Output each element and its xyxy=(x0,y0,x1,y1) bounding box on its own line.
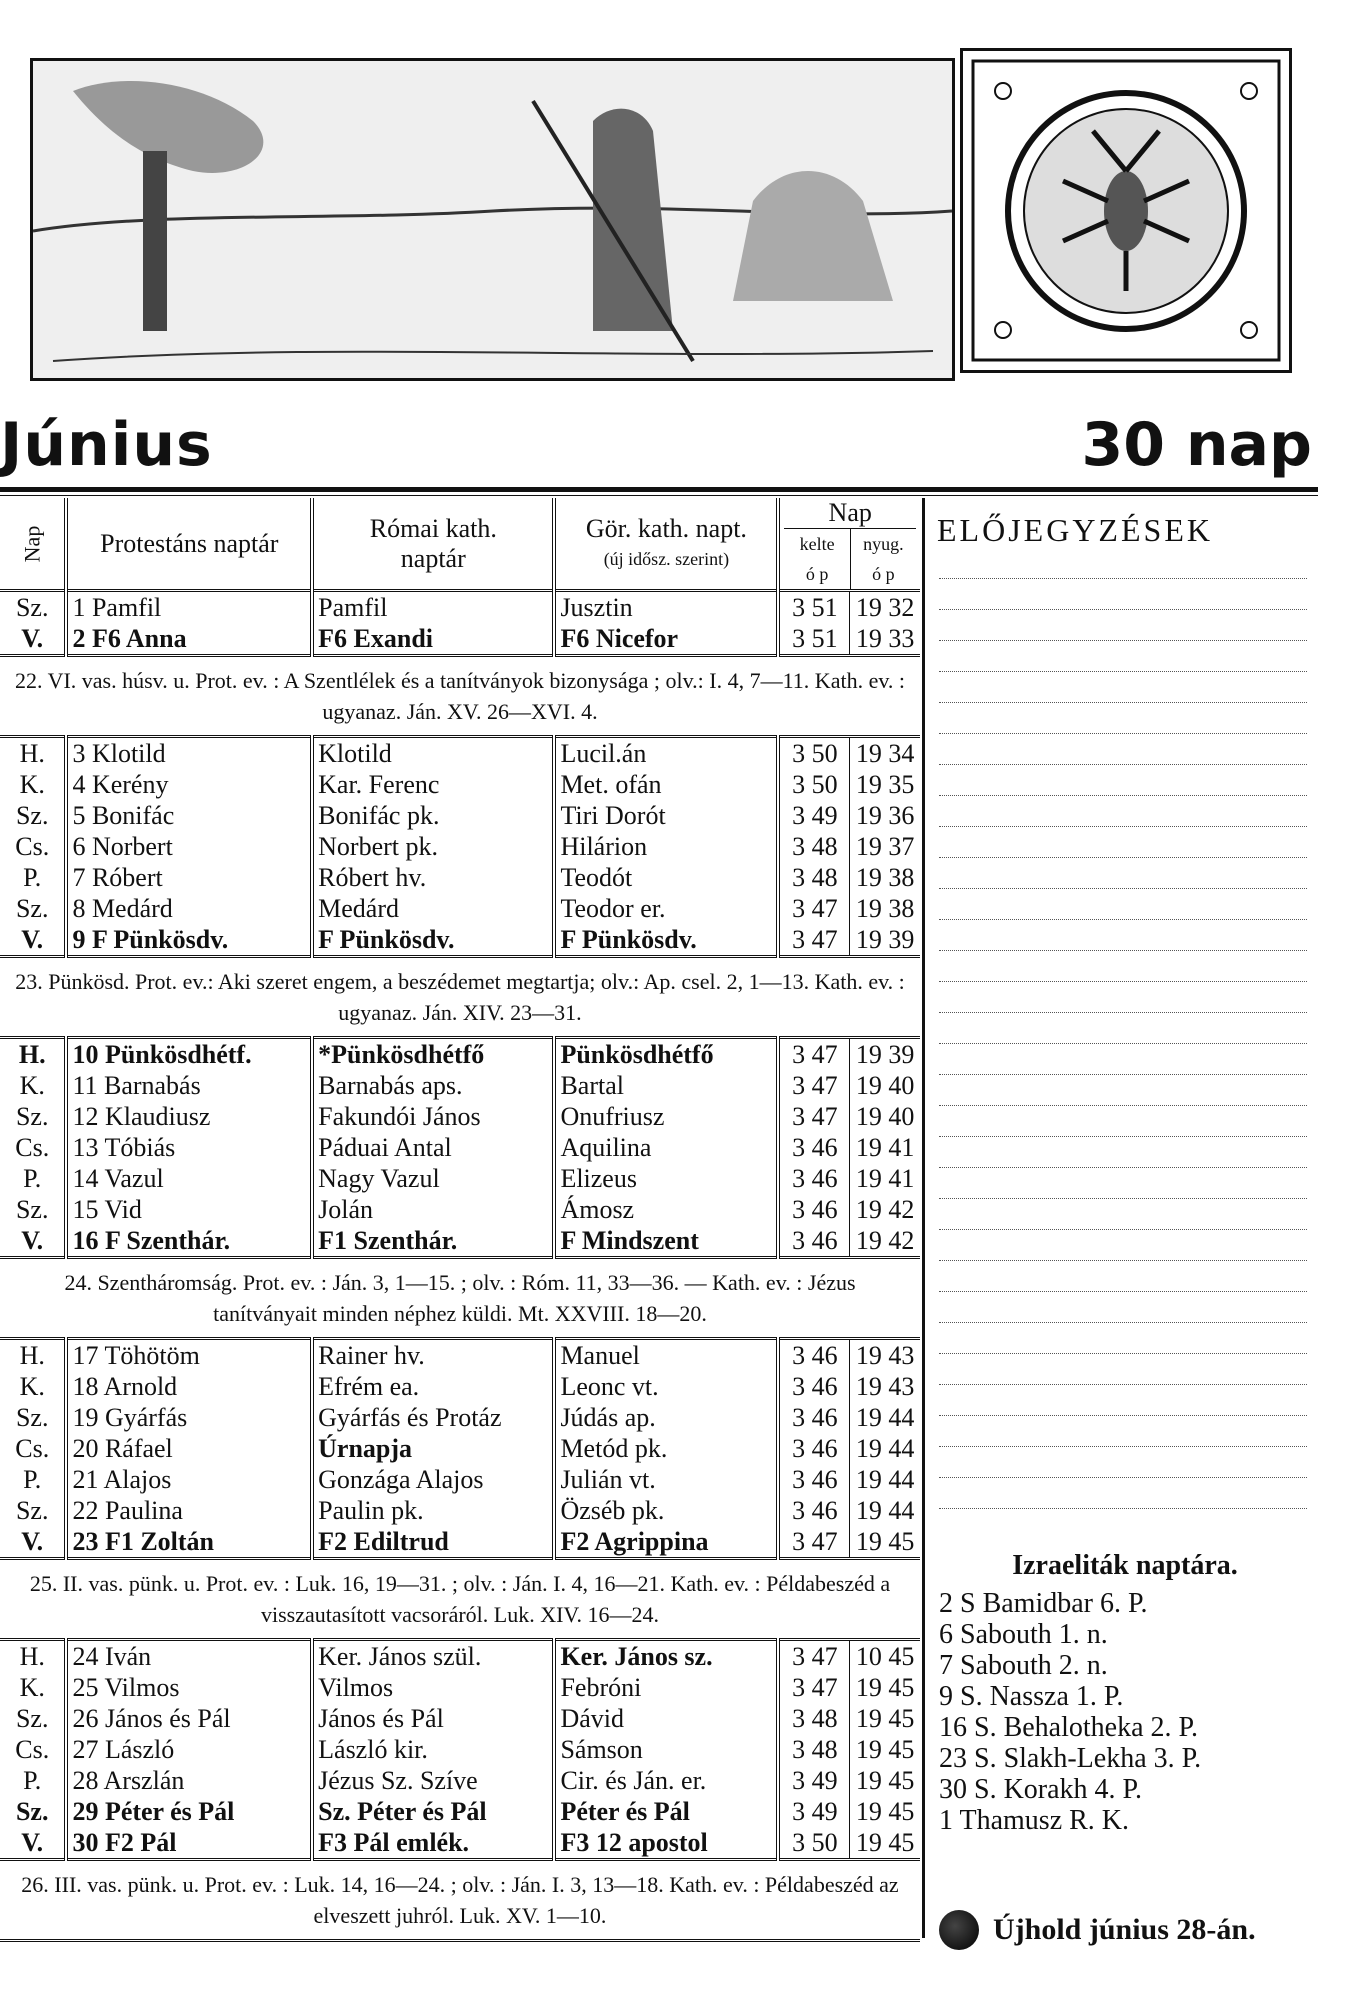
cell-protestant: 9 F Pünkösdv. xyxy=(66,924,312,957)
note-line xyxy=(939,826,1307,827)
cell-day: Sz. xyxy=(15,1704,49,1733)
cell-greek: Dávid xyxy=(554,1703,778,1734)
cell-sunset: 19 33 xyxy=(850,623,920,656)
cell-sunrise: 3 46 xyxy=(778,1402,849,1433)
note-line xyxy=(939,1415,1307,1416)
cell-day: K. xyxy=(19,770,45,799)
cell-roman: Norbert pk. xyxy=(312,831,554,862)
cell-greek: Teodót xyxy=(554,862,778,893)
note-line xyxy=(939,981,1307,982)
cell-sunset: 19 43 xyxy=(850,1339,920,1372)
cell-sunrise: 3 47 xyxy=(778,924,849,957)
table-row xyxy=(0,1194,920,1225)
israeli-item: 9 S. Nassza 1. P. xyxy=(939,1681,1124,1712)
cell-protestant: 10 Pünkösdhétf. xyxy=(66,1038,312,1071)
cell-sunset: 19 40 xyxy=(850,1070,920,1101)
table-row xyxy=(0,800,920,831)
cell-greek: Metód pk. xyxy=(554,1433,778,1464)
cell-sunset: 19 37 xyxy=(850,831,920,862)
cell-roman: Jolán xyxy=(312,1194,554,1225)
cell-day: K. xyxy=(19,1673,45,1702)
cell-day: H. xyxy=(19,739,45,768)
cell-sunrise: 3 49 xyxy=(778,800,849,831)
cell-sunrise: 3 48 xyxy=(778,1703,849,1734)
cell-sunrise: 3 50 xyxy=(778,1827,849,1860)
cell-protestant: 4 Kerény xyxy=(66,769,312,800)
note-line xyxy=(939,1012,1307,1013)
cell-roman: F3 Pál emlék. xyxy=(312,1827,554,1860)
cell-greek: Júdás ap. xyxy=(554,1402,778,1433)
cell-sunrise: 3 46 xyxy=(778,1194,849,1225)
cell-sunrise: 3 46 xyxy=(778,1225,849,1258)
cell-greek: Sámson xyxy=(554,1734,778,1765)
cell-roman: Paulin pk. xyxy=(312,1495,554,1526)
note-line xyxy=(939,609,1307,610)
cell-day: V. xyxy=(21,1527,44,1556)
cell-sunset: 19 44 xyxy=(850,1464,920,1495)
cell-day: Sz. xyxy=(15,894,49,923)
cell-protestant: 18 Arnold xyxy=(66,1371,312,1402)
cell-day: Sz. xyxy=(15,1797,49,1826)
cell-sunrise: 3 46 xyxy=(778,1433,849,1464)
cell-roman: Sz. Péter és Pál xyxy=(312,1796,554,1827)
cell-sunrise: 3 49 xyxy=(778,1796,849,1827)
table-row xyxy=(0,1526,920,1559)
new-moon-icon xyxy=(939,1910,979,1950)
cell-protestant: 3 Klotild xyxy=(66,737,312,770)
israeli-item: 16 S. Behalotheka 2. P. xyxy=(939,1712,1198,1743)
cell-day: K. xyxy=(19,1071,45,1100)
table-row xyxy=(0,1796,920,1827)
note-line xyxy=(939,1260,1307,1261)
israeli-item: 2 S Bamidbar 6. P. xyxy=(939,1588,1148,1619)
cell-day: V. xyxy=(21,1828,44,1857)
cell-sunset: 19 45 xyxy=(850,1703,920,1734)
cell-sunset: 19 45 xyxy=(850,1672,920,1703)
day-count: 30 nap xyxy=(1081,410,1312,480)
header-sun: Nap kelte ó p nyug. ó p xyxy=(778,498,920,591)
cell-protestant: 5 Bonifác xyxy=(66,800,312,831)
note-line xyxy=(939,1043,1307,1044)
cell-sunset: 10 45 xyxy=(850,1640,920,1673)
cell-protestant: 23 F1 Zoltán xyxy=(66,1526,312,1559)
cell-protestant: 13 Tóbiás xyxy=(66,1132,312,1163)
note-line xyxy=(939,671,1307,672)
harvest-scene-icon xyxy=(33,61,952,378)
cell-day: Sz. xyxy=(15,593,49,622)
table-row xyxy=(0,1734,920,1765)
table-row xyxy=(0,1038,920,1071)
cell-protestant: 29 Péter és Pál xyxy=(66,1796,312,1827)
cell-protestant: 16 F Szenthár. xyxy=(66,1225,312,1258)
cell-sunrise: 3 47 xyxy=(778,1070,849,1101)
new-moon-text: Újhold június 28-án. xyxy=(993,1913,1256,1946)
note-line xyxy=(939,1074,1307,1075)
notes-title: ELŐJEGYZÉSEK xyxy=(937,512,1213,548)
sunday-note: 24. Szentháromság. Prot. ev. : Ján. 3, 1—15. ; olv. : Róm. 11, 33—36. — Kath. ev. : Jézus tanítványait minden néphez küldi. Mt. XXVIII. 18—20. xyxy=(0,1258,920,1339)
cell-sunset: 19 41 xyxy=(850,1132,920,1163)
cell-greek: Teodor er. xyxy=(554,893,778,924)
cell-roman: Kar. Ferenc xyxy=(312,769,554,800)
cell-sunrise: 3 48 xyxy=(778,1734,849,1765)
cell-protestant: 6 Norbert xyxy=(66,831,312,862)
cell-roman: F Pünkösdv. xyxy=(312,924,554,957)
cell-sunrise: 3 47 xyxy=(778,1038,849,1071)
note-line xyxy=(939,1353,1307,1354)
israeli-item: 23 S. Slakh-Lekha 3. P. xyxy=(939,1743,1202,1774)
table-row xyxy=(0,1464,920,1495)
israeli-calendar-title: Izraeliták naptára. xyxy=(1012,1550,1238,1581)
new-moon-note xyxy=(939,1910,1256,1950)
cell-roman: Barnabás aps. xyxy=(312,1070,554,1101)
cell-day: H. xyxy=(19,1341,45,1370)
cell-sunrise: 3 47 xyxy=(778,1640,849,1673)
cell-sunrise: 3 50 xyxy=(778,737,849,770)
cell-protestant: 11 Barnabás xyxy=(66,1070,312,1101)
cell-sunrise: 3 49 xyxy=(778,1765,849,1796)
cell-protestant: 30 F2 Pál xyxy=(66,1827,312,1860)
cell-sunset: 19 41 xyxy=(850,1163,920,1194)
cell-sunrise: 3 47 xyxy=(778,1672,849,1703)
cell-sunset: 19 35 xyxy=(850,769,920,800)
cell-roman: Úrnapja xyxy=(312,1433,554,1464)
cell-day: Cs. xyxy=(15,1735,50,1764)
calendar-table xyxy=(0,498,920,1942)
cell-roman: F6 Exandi xyxy=(312,623,554,656)
cell-sunset: 19 45 xyxy=(850,1765,920,1796)
cell-sunset: 19 42 xyxy=(850,1194,920,1225)
cell-sunset: 19 45 xyxy=(850,1526,920,1559)
note-line xyxy=(939,733,1307,734)
note-line xyxy=(939,1446,1307,1447)
israeli-item: 1 Thamusz R. K. xyxy=(939,1805,1130,1836)
cell-greek: Onufriusz xyxy=(554,1101,778,1132)
cell-day: V. xyxy=(21,624,44,653)
header-rule-thin xyxy=(0,495,1318,496)
cell-roman: Jézus Sz. Szíve xyxy=(312,1765,554,1796)
cell-sunset: 19 43 xyxy=(850,1371,920,1402)
cell-day: V. xyxy=(21,1226,44,1255)
cell-sunset: 19 42 xyxy=(850,1225,920,1258)
cell-roman: László kir. xyxy=(312,1734,554,1765)
note-line xyxy=(939,640,1307,641)
note-line xyxy=(939,1291,1307,1292)
cell-sunset: 19 38 xyxy=(850,893,920,924)
sunday-note: 22. VI. vas. húsv. u. Prot. ev. : A Szentlélek és a tanítványok bizonysága ; olv.: I. 4, 7—11. Kath. ev. : ugyanaz. Ján. XV. 26—XVI. 4. xyxy=(0,656,920,737)
cell-sunrise: 3 48 xyxy=(778,862,849,893)
cell-sunset: 19 36 xyxy=(850,800,920,831)
cell-greek: Febróni xyxy=(554,1672,778,1703)
cell-greek: F2 Agrippina xyxy=(554,1526,778,1559)
table-row xyxy=(0,1703,920,1734)
note-line xyxy=(939,888,1307,889)
cell-protestant: 25 Vilmos xyxy=(66,1672,312,1703)
cell-roman: Gyárfás és Protáz xyxy=(312,1402,554,1433)
israeli-item: 7 Sabouth 2. n. xyxy=(939,1650,1108,1681)
harvest-illustration xyxy=(30,58,955,381)
cell-sunrise: 3 50 xyxy=(778,769,849,800)
cell-protestant: 7 Róbert xyxy=(66,862,312,893)
table-row xyxy=(0,1495,920,1526)
cell-sunrise: 3 46 xyxy=(778,1132,849,1163)
cell-roman: János és Pál xyxy=(312,1703,554,1734)
table-row xyxy=(0,1765,920,1796)
cell-greek: Leonc vt. xyxy=(554,1371,778,1402)
cell-sunset: 19 39 xyxy=(850,1038,920,1071)
cell-protestant: 22 Paulina xyxy=(66,1495,312,1526)
cell-greek: Özséb pk. xyxy=(554,1495,778,1526)
table-row xyxy=(0,1433,920,1464)
cell-protestant: 20 Ráfael xyxy=(66,1433,312,1464)
cell-greek: F3 12 apostol xyxy=(554,1827,778,1860)
table-row xyxy=(0,1339,920,1372)
note-line xyxy=(939,1167,1307,1168)
cell-protestant: 26 János és Pál xyxy=(66,1703,312,1734)
cell-day: K. xyxy=(19,1372,45,1401)
cell-day: Sz. xyxy=(15,801,49,830)
cell-protestant: 19 Gyárfás xyxy=(66,1402,312,1433)
cell-greek: F Pünkösdv. xyxy=(554,924,778,957)
note-line xyxy=(939,1198,1307,1199)
table-row xyxy=(0,1101,920,1132)
cell-greek: Aquilina xyxy=(554,1132,778,1163)
sunday-note: 26. III. vas. pünk. u. Prot. ev. : Luk. 14, 16—24. ; olv. : Ján. I. 3, 13—18. Kath. ev. : Példabeszéd az elveszett juhról. Luk. XV. 1—10. xyxy=(0,1860,920,1941)
header-rule xyxy=(0,487,1318,492)
cell-sunrise: 3 48 xyxy=(778,831,849,862)
crayfish-icon xyxy=(963,51,1289,370)
table-header-row xyxy=(0,498,920,591)
cell-sunrise: 3 51 xyxy=(778,591,849,624)
table-row xyxy=(0,1640,920,1673)
month-title: Június xyxy=(0,410,213,480)
cell-day: P. xyxy=(23,1766,42,1795)
cell-day: V. xyxy=(21,925,44,954)
cell-protestant: 17 Töhötöm xyxy=(66,1339,312,1372)
sunday-note-row xyxy=(0,1258,920,1339)
cell-greek: Péter és Pál xyxy=(554,1796,778,1827)
cell-roman: Fakundói János xyxy=(312,1101,554,1132)
table-row xyxy=(0,1163,920,1194)
table-row xyxy=(0,862,920,893)
cell-protestant: 21 Alajos xyxy=(66,1464,312,1495)
cell-sunrise: 3 51 xyxy=(778,623,849,656)
sunday-note: 23. Pünkösd. Prot. ev.: Aki szeret engem, a beszédemet megtartja; olv.: Ap. csel. 2, 1—13. Kath. ev. : ugyanaz. Ján. XIV. 23—31. xyxy=(0,957,920,1038)
cell-greek: Hilárion xyxy=(554,831,778,862)
cell-roman: Róbert hv. xyxy=(312,862,554,893)
cell-sunrise: 3 46 xyxy=(778,1163,849,1194)
israeli-calendar-list xyxy=(939,1588,1201,1836)
cell-roman: Vilmos xyxy=(312,1672,554,1703)
cell-greek: Ámosz xyxy=(554,1194,778,1225)
cell-day: H. xyxy=(19,1642,45,1671)
cell-day: P. xyxy=(23,1465,42,1494)
cell-roman: Ker. János szül. xyxy=(312,1640,554,1673)
cell-greek: Julián vt. xyxy=(554,1464,778,1495)
cell-protestant: 24 Iván xyxy=(66,1640,312,1673)
cell-greek: Lucil.án xyxy=(554,737,778,770)
table-row xyxy=(0,924,920,957)
cell-protestant: 2 F6 Anna xyxy=(66,623,312,656)
note-line xyxy=(939,857,1307,858)
table-row xyxy=(0,1827,920,1860)
cell-greek: Cir. és Ján. er. xyxy=(554,1765,778,1796)
sunday-note-row xyxy=(0,957,920,1038)
cell-sunrise: 3 46 xyxy=(778,1495,849,1526)
cell-day: Cs. xyxy=(15,1133,50,1162)
cell-roman: Efrém ea. xyxy=(312,1371,554,1402)
cell-roman: Bonifác pk. xyxy=(312,800,554,831)
note-line xyxy=(939,1384,1307,1385)
cell-sunrise: 3 46 xyxy=(778,1371,849,1402)
cell-day: Cs. xyxy=(15,832,50,861)
cell-greek: Met. ofán xyxy=(554,769,778,800)
sunday-note-row xyxy=(0,1559,920,1640)
cell-protestant: 8 Medárd xyxy=(66,893,312,924)
table-row xyxy=(0,737,920,770)
cell-sunset: 19 44 xyxy=(850,1402,920,1433)
cell-roman: F1 Szenthár. xyxy=(312,1225,554,1258)
cell-day: Sz. xyxy=(15,1496,49,1525)
cell-sunset: 19 44 xyxy=(850,1433,920,1464)
cell-greek: Tiri Dorót xyxy=(554,800,778,831)
cell-sunrise: 3 46 xyxy=(778,1464,849,1495)
cell-roman: *Pünkösdhétfő xyxy=(312,1038,554,1071)
table-row xyxy=(0,831,920,862)
table-row xyxy=(0,1132,920,1163)
cell-greek: Jusztin xyxy=(554,591,778,624)
cell-sunset: 19 45 xyxy=(850,1734,920,1765)
note-line xyxy=(939,795,1307,796)
note-line xyxy=(939,1105,1307,1106)
cell-day: Cs. xyxy=(15,1434,50,1463)
cell-roman: Páduai Antal xyxy=(312,1132,554,1163)
table-row xyxy=(0,1225,920,1258)
cell-roman: Nagy Vazul xyxy=(312,1163,554,1194)
note-line xyxy=(939,578,1307,579)
cell-sunset: 19 32 xyxy=(850,591,920,624)
note-line xyxy=(939,950,1307,951)
note-line xyxy=(939,919,1307,920)
note-line xyxy=(939,702,1307,703)
cell-sunset: 19 45 xyxy=(850,1827,920,1860)
cell-greek: Elizeus xyxy=(554,1163,778,1194)
cell-roman: Pamfil xyxy=(312,591,554,624)
sunday-note-row xyxy=(0,1860,920,1941)
notes-column xyxy=(922,498,1325,1946)
header-greek: Gör. kath. napt. (új idősz. szerint) xyxy=(554,498,778,591)
cell-roman: Medárd xyxy=(312,893,554,924)
table-row xyxy=(0,623,920,656)
cell-greek: Ker. János sz. xyxy=(554,1640,778,1673)
cell-protestant: 15 Vid xyxy=(66,1194,312,1225)
cell-sunset: 19 38 xyxy=(850,862,920,893)
table-row xyxy=(0,1672,920,1703)
table-row xyxy=(0,1402,920,1433)
table-row xyxy=(0,1070,920,1101)
cell-protestant: 1 Pamfil xyxy=(66,591,312,624)
cell-roman: Gonzága Alajos xyxy=(312,1464,554,1495)
cell-greek: Pünkösdhétfő xyxy=(554,1038,778,1071)
table-row xyxy=(0,893,920,924)
note-line xyxy=(939,1229,1307,1230)
note-line xyxy=(939,1477,1307,1478)
cell-sunrise: 3 46 xyxy=(778,1339,849,1372)
cell-day: Sz. xyxy=(15,1195,49,1224)
cell-day: Sz. xyxy=(15,1102,49,1131)
cell-protestant: 27 László xyxy=(66,1734,312,1765)
cell-protestant: 12 Klaudiusz xyxy=(66,1101,312,1132)
cell-day: H. xyxy=(18,1040,46,1069)
table-row xyxy=(0,591,920,624)
header-day: Nap xyxy=(0,498,66,591)
cell-greek: F Mindszent xyxy=(554,1225,778,1258)
table-row xyxy=(0,769,920,800)
sunday-note: 25. II. vas. pünk. u. Prot. ev. : Luk. 16, 19—31. ; olv. : Ján. I. 4, 16—21. Kath. ev. : Példabeszéd a visszautasított vacsoráról. Luk. XIV. 16—24. xyxy=(0,1559,920,1640)
note-line xyxy=(939,1508,1307,1509)
cell-greek: F6 Nicefor xyxy=(554,623,778,656)
cell-roman: Rainer hv. xyxy=(312,1339,554,1372)
note-line xyxy=(939,764,1307,765)
cell-roman: F2 Ediltrud xyxy=(312,1526,554,1559)
cell-protestant: 14 Vazul xyxy=(66,1163,312,1194)
note-line xyxy=(939,1136,1307,1137)
cell-sunset: 19 40 xyxy=(850,1101,920,1132)
table-row xyxy=(0,1371,920,1402)
cell-day: P. xyxy=(23,1164,42,1193)
cell-sunset: 19 45 xyxy=(850,1796,920,1827)
cell-day: P. xyxy=(23,863,42,892)
israeli-item: 30 S. Korakh 4. P. xyxy=(939,1774,1143,1805)
header-roman: Római kath. naptár xyxy=(312,498,554,591)
note-line xyxy=(939,1322,1307,1323)
cell-sunrise: 3 47 xyxy=(778,1526,849,1559)
cell-day: Sz. xyxy=(15,1403,49,1432)
header-protestant: Protestáns naptár xyxy=(66,498,312,591)
cell-sunrise: 3 47 xyxy=(778,1101,849,1132)
sunday-note-row xyxy=(0,656,920,737)
cell-greek: Bartal xyxy=(554,1070,778,1101)
zodiac-cancer-sign xyxy=(960,48,1292,373)
cell-protestant: 28 Arszlán xyxy=(66,1765,312,1796)
cell-greek: Manuel xyxy=(554,1339,778,1372)
cell-sunset: 19 39 xyxy=(850,924,920,957)
israeli-item: 6 Sabouth 1. n. xyxy=(939,1619,1108,1650)
cell-sunset: 19 44 xyxy=(850,1495,920,1526)
cell-sunset: 19 34 xyxy=(850,737,920,770)
cell-sunrise: 3 47 xyxy=(778,893,849,924)
cell-roman: Klotild xyxy=(312,737,554,770)
